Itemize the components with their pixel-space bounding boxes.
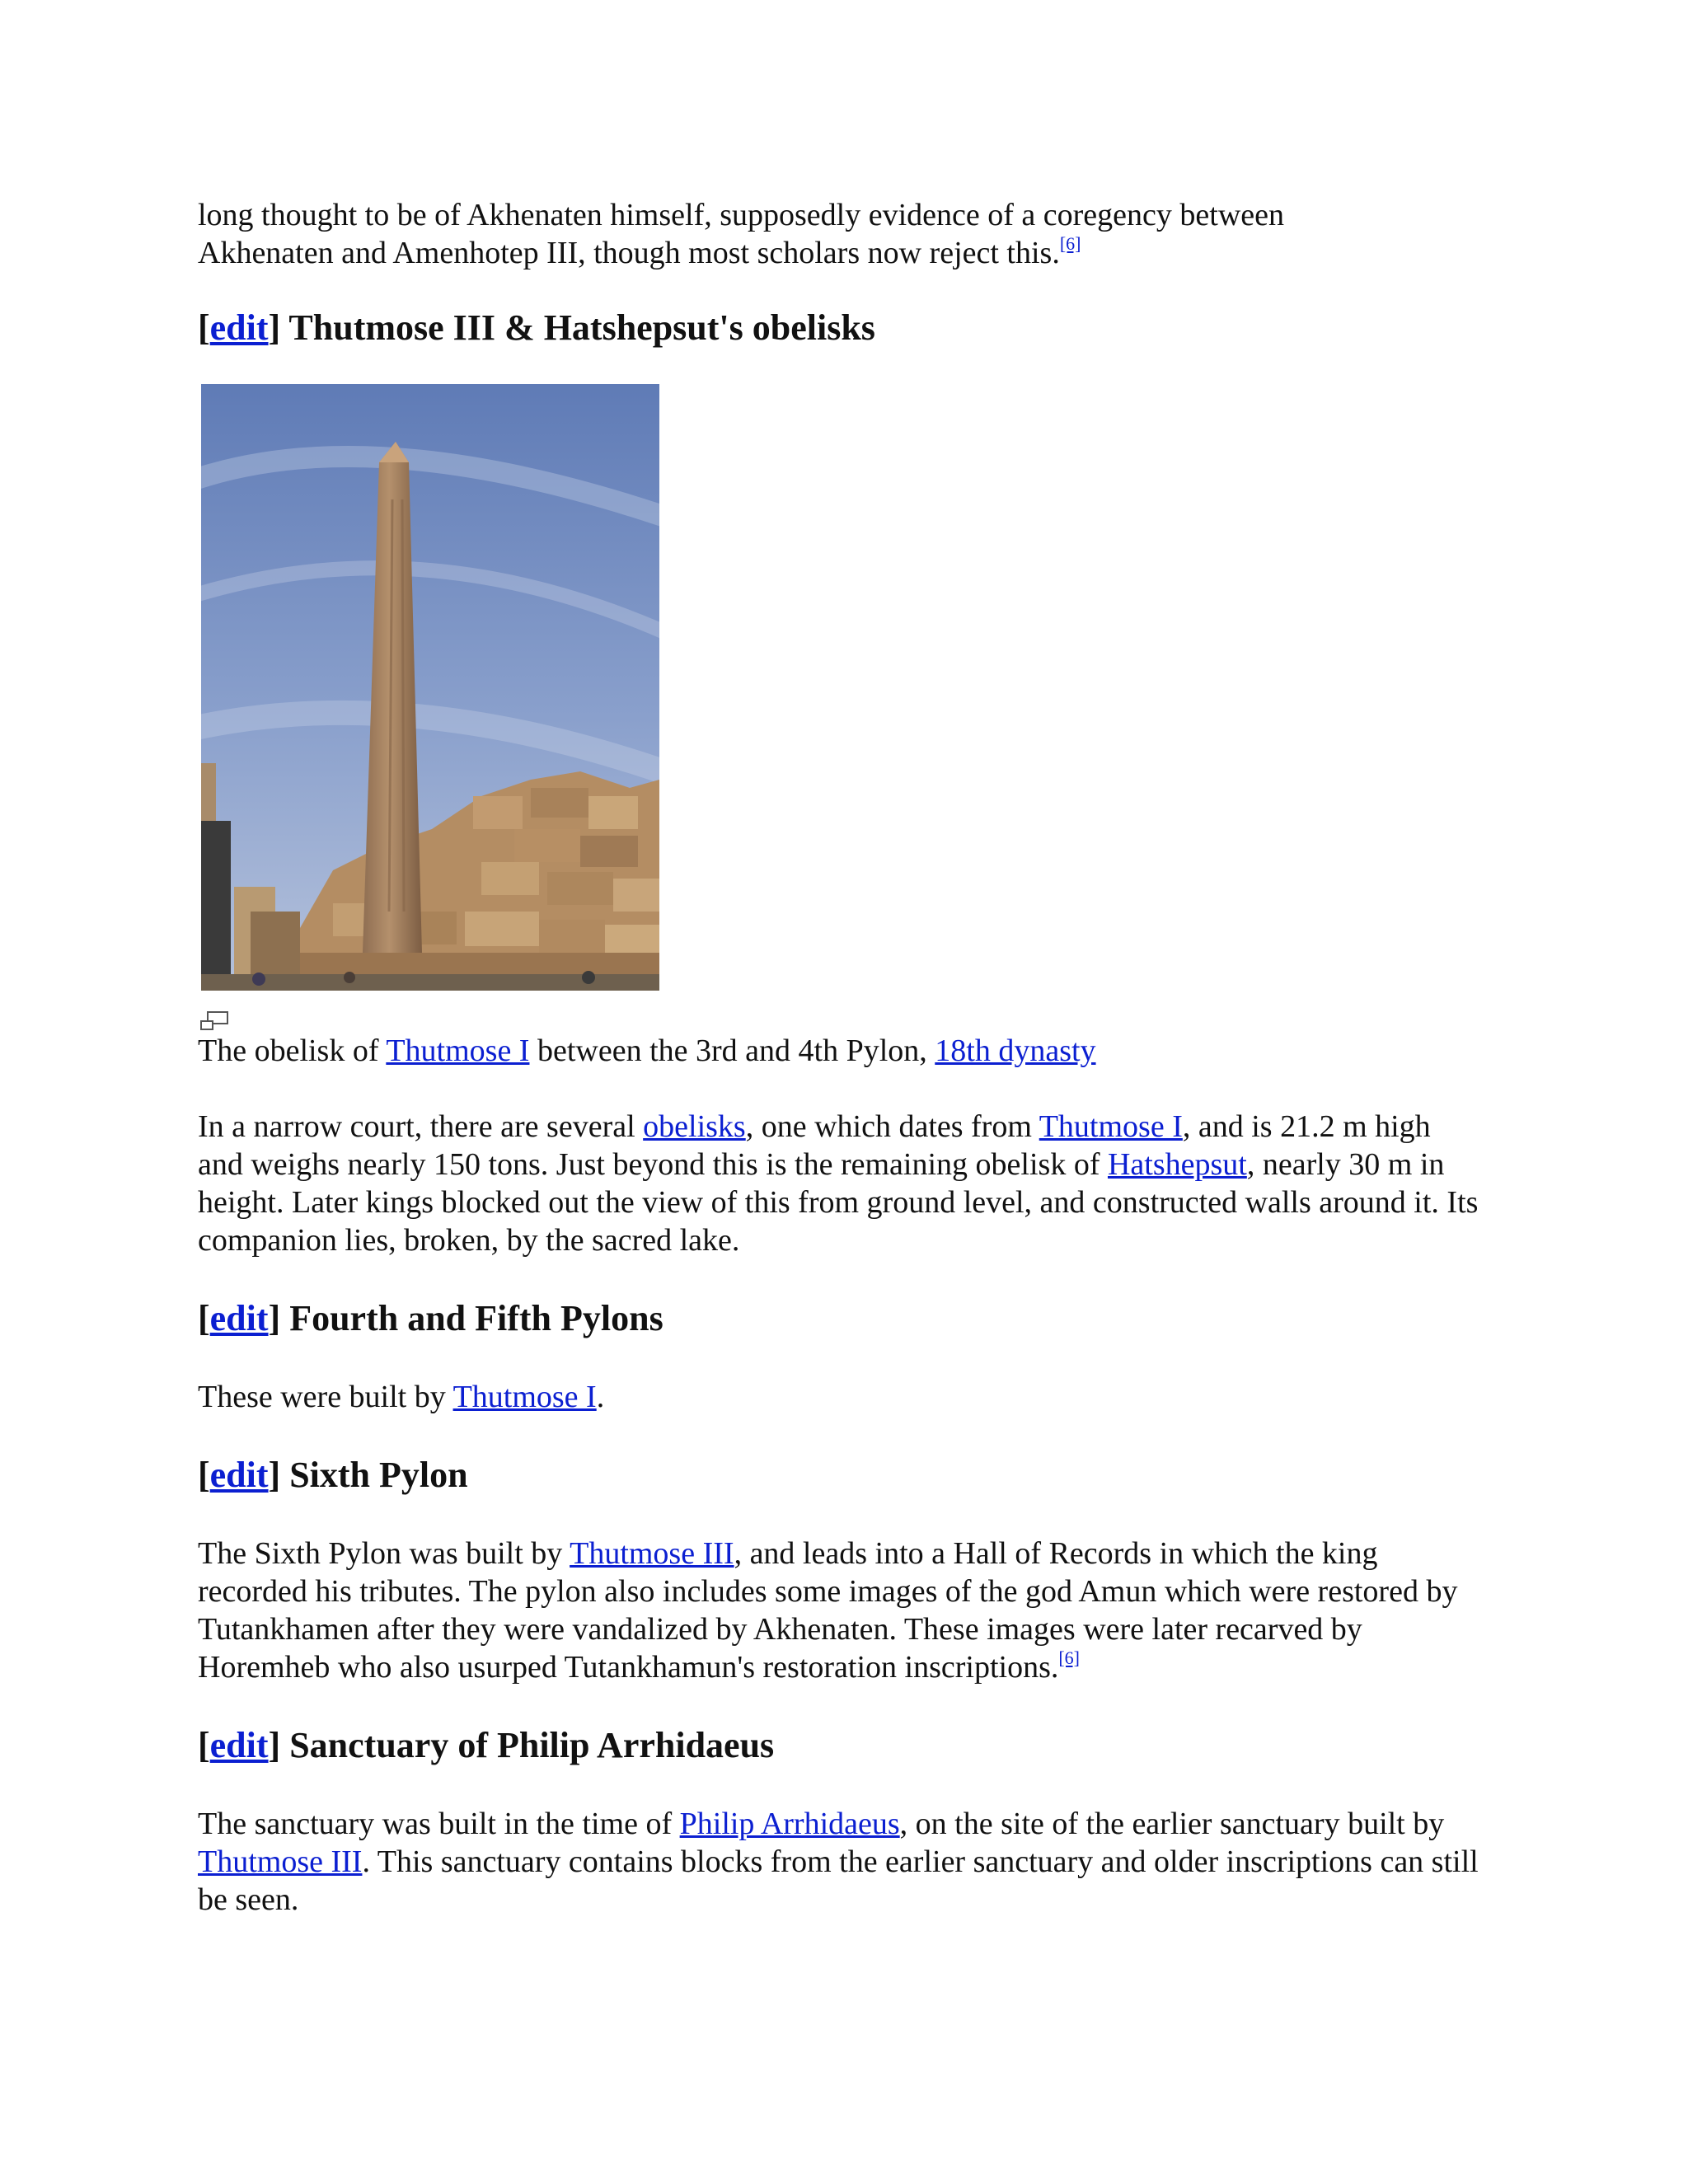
citation-link[interactable]: [6] bbox=[1058, 1647, 1081, 1668]
intro-paragraph bbox=[198, 196, 1484, 272]
citation-link[interactable]: [6] bbox=[1059, 233, 1081, 254]
section-title: Sanctuary of Philip Arrhidaeus bbox=[289, 1725, 775, 1765]
section-heading-sixth-pylon: [edit] Sixth Pylon bbox=[198, 1455, 468, 1495]
link-obelisks[interactable]: obelisks bbox=[643, 1109, 746, 1144]
edit-link[interactable]: edit bbox=[209, 1298, 269, 1338]
article-page bbox=[198, 196, 1484, 1919]
sanctuary-paragraph: The sanctuary was built in the time of Philip Arrhidaeus, on the site of the earlier sanctuary built by Thutmose III. This sanctuary contains blocks from the earlier sanctuary and older inscriptions can still be seen. bbox=[198, 1807, 1479, 1917]
obelisk-photo[interactable] bbox=[201, 384, 659, 991]
enlarge-button[interactable] bbox=[198, 1005, 1484, 1032]
image-caption: The obelisk of Thutmose I between the 3rd and 4th Pylon, 18th dynasty bbox=[198, 1033, 1096, 1068]
section-heading-obelisks: [edit] Thutmose III & Hatshepsut's obelisks bbox=[198, 307, 875, 348]
edit-link[interactable]: edit bbox=[209, 1725, 269, 1765]
citation-ref bbox=[1058, 1647, 1080, 1668]
link-thutmose-i[interactable]: Thutmose I bbox=[452, 1380, 597, 1414]
section-heading-sanctuary: [edit] Sanctuary of Philip Arrhidaeus bbox=[198, 1725, 775, 1765]
section-heading-fourth-fifth-pylons: [edit] Fourth and Fifth Pylons bbox=[198, 1298, 663, 1338]
link-thutmose-iii[interactable]: Thutmose III bbox=[198, 1844, 363, 1879]
fourth-fifth-paragraph: These were built by Thutmose I. bbox=[198, 1380, 605, 1414]
link-philip-arrhidaeus[interactable]: Philip Arrhidaeus bbox=[679, 1807, 900, 1841]
intro-line-1: long thought to be of Akhenaten himself, supposedly evidence of a coregency between bbox=[198, 198, 1284, 232]
link-thutmose-i[interactable]: Thutmose I bbox=[386, 1033, 530, 1068]
edit-link[interactable]: edit bbox=[209, 307, 269, 348]
citation-ref bbox=[1060, 233, 1081, 254]
section-title: Thutmose III & Hatshepsut's obelisks bbox=[288, 307, 875, 348]
section-title: Sixth Pylon bbox=[289, 1455, 468, 1495]
link-thutmose-i[interactable]: Thutmose I bbox=[1039, 1109, 1183, 1144]
sixth-pylon-paragraph: The Sixth Pylon was built by Thutmose III, and leads into a Hall of Records in which the king recorded his tributes. The pylon also includes some images of the god Amun which were restored by Tutankhamen after they were vandalized by Akhenaten. These images were later recarved by Horemheb who also usurped Tutankhamun's restoration inscriptions.[6] bbox=[198, 1536, 1458, 1685]
obelisks-paragraph: In a narrow court, there are several obelisks, one which dates from Thutmose I, and is 21.2 m high and weighs nearly 150 tons. Just beyond this is the remaining obelisk of Hatshepsut, nearly 30 m in height. Later kings blocked out the view of this from ground level, and constructed walls around it. Its companion lies, broken, by the sacred lake. bbox=[198, 1109, 1479, 1258]
edit-link[interactable]: edit bbox=[209, 1455, 269, 1495]
intro-line-2: Akhenaten and Amenhotep III, though most scholars now reject this. bbox=[198, 236, 1060, 270]
link-thutmose-iii[interactable]: Thutmose III bbox=[570, 1536, 734, 1571]
link-hatshepsut[interactable]: Hatshepsut bbox=[1107, 1147, 1247, 1182]
section-title: Fourth and Fifth Pylons bbox=[289, 1298, 663, 1338]
link-18th-dynasty[interactable]: 18th dynasty bbox=[935, 1033, 1096, 1068]
magnify-clip-icon bbox=[198, 1010, 231, 1034]
